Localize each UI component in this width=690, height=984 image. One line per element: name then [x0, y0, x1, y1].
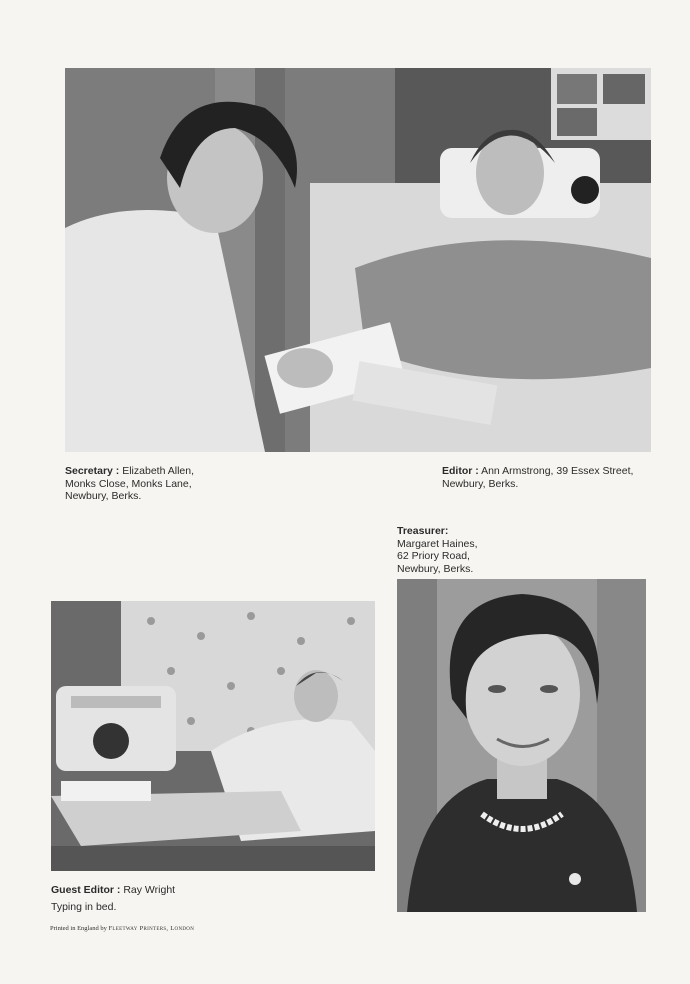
- guest-editor-label: Guest Editor :: [51, 884, 121, 896]
- secretary-town-line: Newbury, Berks.: [65, 490, 142, 502]
- secretary-label: Secretary :: [65, 465, 120, 477]
- secretary-name: Elizabeth Allen,: [122, 465, 195, 477]
- printer-imprint: [50, 925, 194, 932]
- photo-treasurer-image: [397, 579, 646, 912]
- editor-name-address: Ann Armstrong, 39 Essex Street,: [481, 465, 634, 477]
- photo-guest-editor-image: [51, 601, 375, 871]
- caption-secretary: [65, 465, 194, 503]
- treasurer-label: Treasurer:: [397, 525, 449, 537]
- imprint-printer: Fleetway Printers, London: [108, 925, 195, 932]
- secretary-address-line: Monks Close, Monks Lane,: [65, 477, 192, 490]
- photo-guest-editor: [51, 601, 375, 871]
- caption-editor: [442, 465, 633, 490]
- guest-editor-description: Typing in bed.: [51, 900, 117, 913]
- treasurer-address-line: 62 Priory Road,: [397, 550, 470, 562]
- editor-town-line: Newbury, Berks.: [442, 477, 519, 490]
- caption-treasurer: [397, 525, 478, 575]
- photo-secretary-editor: [65, 68, 651, 452]
- editor-label: Editor :: [442, 465, 479, 477]
- guest-editor-name: Ray Wright: [123, 884, 176, 896]
- photo-treasurer: [397, 579, 646, 912]
- treasurer-town-line: Newbury, Berks.: [397, 562, 474, 575]
- photo-secretary-editor-image: [65, 68, 651, 452]
- imprint-prefix: Printed in England by: [50, 925, 107, 932]
- caption-guest-editor: [51, 884, 175, 913]
- treasurer-name: Margaret Haines,: [397, 537, 478, 550]
